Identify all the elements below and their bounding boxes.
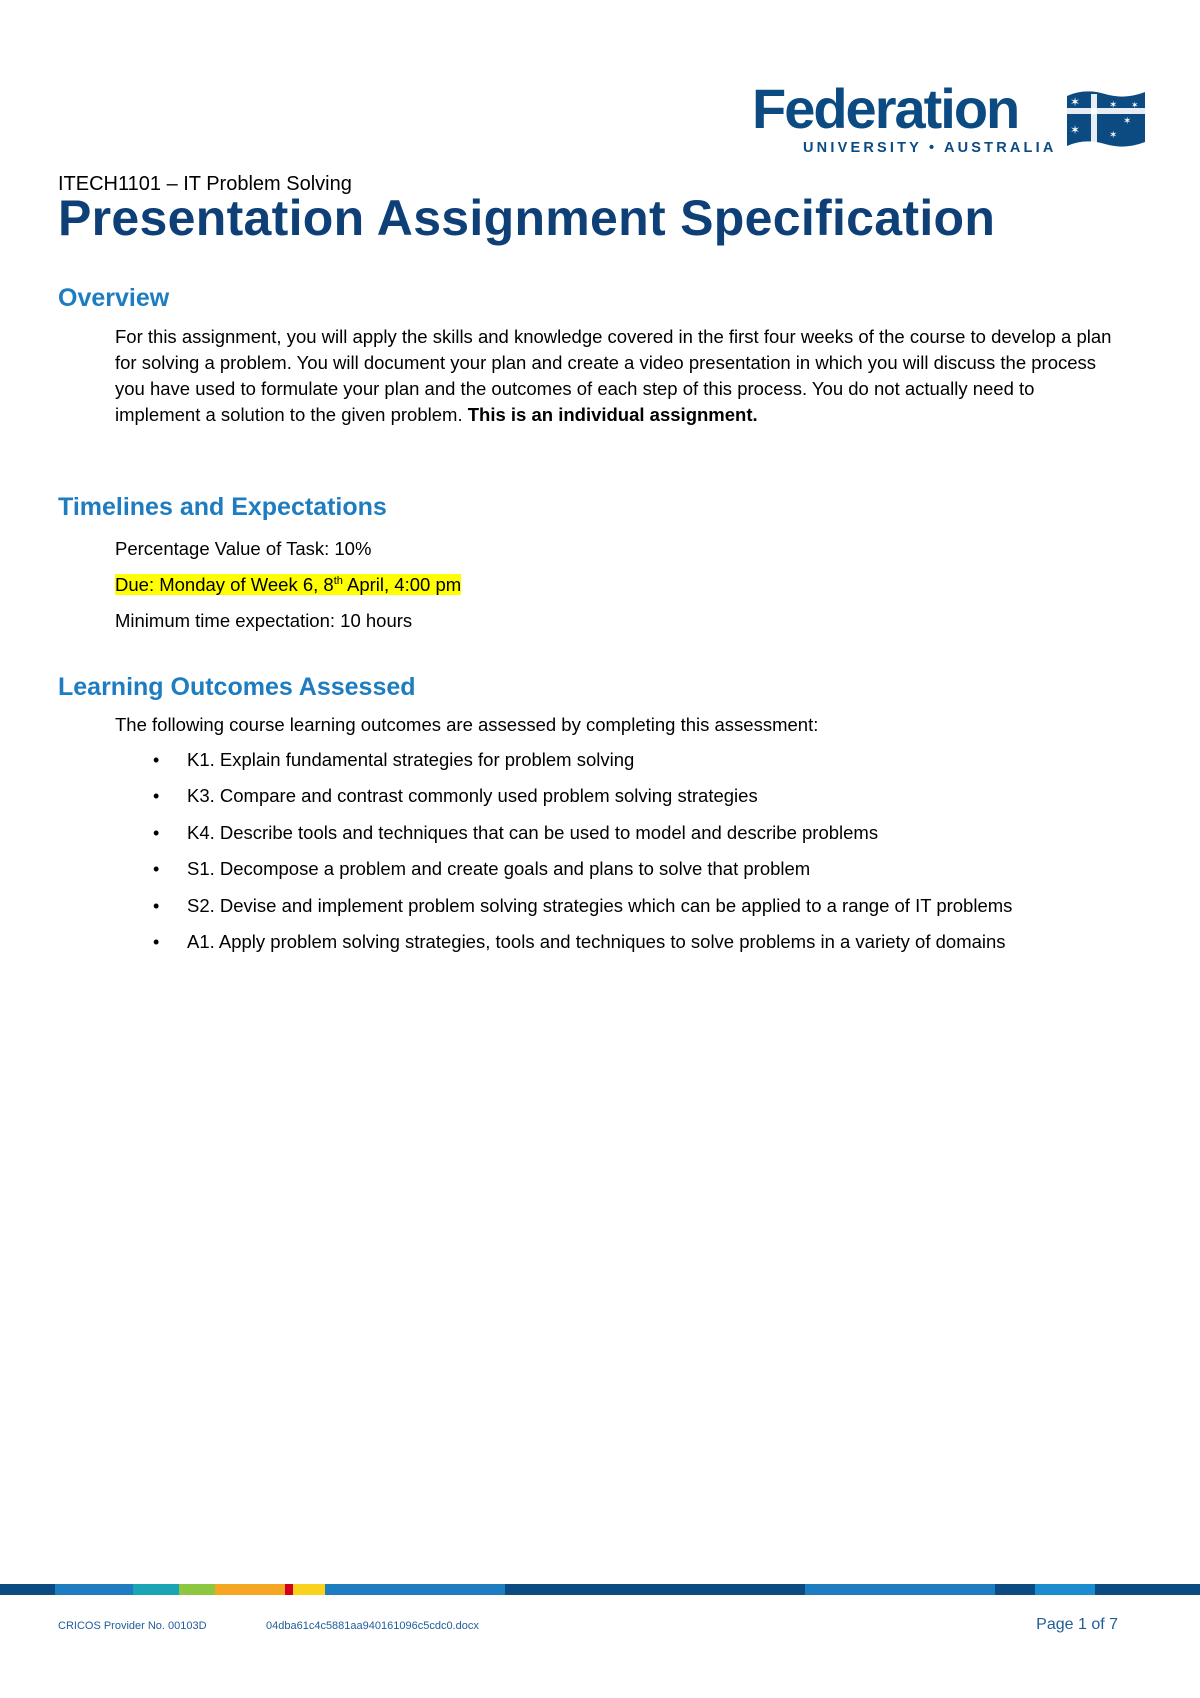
timelines-heading: Timelines and Expectations <box>58 493 387 521</box>
list-item <box>115 894 1012 930</box>
svg-text:✶: ✶ <box>1070 123 1081 137</box>
bullet-icon: • <box>153 931 160 952</box>
outcomes-heading: Learning Outcomes Assessed <box>58 673 416 701</box>
bullet-icon: • <box>153 895 160 916</box>
outcome-text: K1. Explain fundamental strategies for problem solving <box>187 749 635 770</box>
percentage-value: Percentage Value of Task: 10% <box>115 538 372 559</box>
svg-text:✶: ✶ <box>1109 130 1118 141</box>
federation-university-logo <box>752 77 1147 162</box>
page-number: Page 1 of 7 <box>1036 1616 1118 1633</box>
page-title: Presentation Assignment Specification <box>58 190 996 246</box>
bullet-icon: • <box>153 750 160 770</box>
outcomes-list <box>115 748 1012 966</box>
overview-body: For this assignment, you will apply the skills and knowledge covered in the first four weeks of the course to develop a plan for solving a problem. You will document your plan and create a video presentation in which you will discuss the process you have used to formulate your plan and the outcomes of each step of this process. You do not actually need to implement a solution to the given problem. <box>115 326 1112 425</box>
due-date-line <box>115 573 461 597</box>
list-item <box>115 784 1012 820</box>
course-code: ITECH1101 – IT Problem Solving <box>58 173 352 195</box>
list-item <box>115 821 1012 857</box>
outcome-text: K4. Describe tools and techniques that can be used to model and describe problems <box>187 821 879 843</box>
outcome-text: S1. Decompose a problem and create goals and plans to solve that problem <box>187 858 811 880</box>
svg-text:✶: ✶ <box>1070 95 1081 109</box>
overview-bold-note: This is an individual assignment. <box>467 404 758 425</box>
federation-flag-logo-icon <box>1065 86 1147 152</box>
document-id: 04dba61c4c5881aa940161096c5cdc0.docx <box>266 1620 479 1632</box>
cricos-provider: CRICOS Provider No. 00103D <box>58 1620 207 1632</box>
bullet-icon: • <box>153 822 160 843</box>
due-date-superscript: th <box>333 574 343 587</box>
outcome-text: A1. Apply problem solving strategies, tools and techniques to solve problems in a variety of domains <box>187 930 1006 952</box>
logo-subtitle: UNIVERSITY • AUSTRALIA <box>803 140 1057 156</box>
due-date-suffix: April, 4:00 pm <box>342 574 462 595</box>
minimum-time: Minimum time expectation: 10 hours <box>115 610 413 631</box>
due-date-highlight <box>115 574 461 595</box>
outcome-text: S2. Devise and implement problem solving strategies which can be applied to a range of IT problems <box>187 894 1013 916</box>
bullet-icon: • <box>153 859 160 880</box>
overview-paragraph <box>115 324 1115 428</box>
list-item <box>115 857 1012 893</box>
svg-text:✶: ✶ <box>1131 101 1139 111</box>
due-date-prefix: Due: Monday of Week 6, 8 <box>115 574 334 595</box>
outcome-text: K3. Compare and contrast commonly used problem solving strategies <box>187 785 758 807</box>
svg-text:✶: ✶ <box>1123 116 1132 127</box>
footer-color-bar <box>0 1584 1200 1595</box>
logo-wordmark: Federation <box>752 77 1019 140</box>
bullet-icon: • <box>153 786 160 807</box>
list-item <box>115 930 1012 966</box>
svg-text:✶: ✶ <box>1109 100 1118 111</box>
overview-heading: Overview <box>58 284 170 312</box>
list-item <box>115 748 1012 784</box>
outcomes-intro: The following course learning outcomes are assessed by completing this assessment: <box>115 714 819 735</box>
